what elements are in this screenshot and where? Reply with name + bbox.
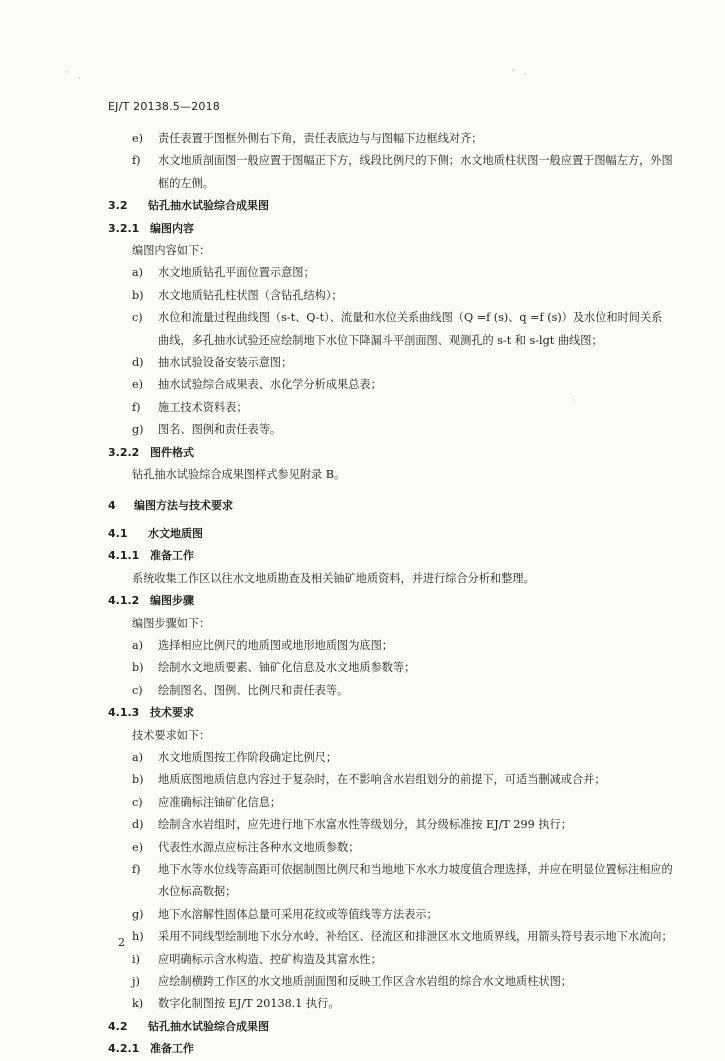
scan-speck: · — [66, 68, 69, 77]
list-item — [108, 285, 673, 307]
heading-text: 编图步骤 — [150, 594, 194, 608]
list-item — [108, 859, 673, 904]
list-item-marker: e) — [132, 132, 143, 145]
heading-text: 准备工作 — [150, 549, 194, 563]
list-item-marker: f) — [132, 400, 141, 414]
list-item — [108, 904, 673, 926]
heading-text: 编图方法与技术要求 — [134, 498, 233, 512]
list-item-marker: a) — [132, 638, 144, 652]
list-item — [108, 993, 673, 1015]
heading-text: 准备工作 — [150, 1042, 194, 1056]
paragraph: 技术要求如下： — [132, 728, 211, 742]
list-item — [108, 397, 673, 419]
list-item-text: 代表性水源点应标注各种水文地质参数； — [158, 840, 360, 854]
list-item-text: 水文地质剖面图一般应置于图幅正下方，线段比例尺的下侧；水文地质柱状图一般应置于图幅左方，外图框的左侧。 — [158, 154, 673, 190]
list-item — [108, 374, 673, 396]
list-item-marker: f) — [132, 154, 141, 168]
heading-text: 编图内容 — [150, 221, 194, 235]
heading-number: 4.1 — [108, 526, 128, 540]
list-item-marker: e) — [132, 378, 143, 392]
list-item-marker: i) — [132, 952, 140, 966]
list-item-marker: c) — [132, 311, 143, 325]
subsection-heading — [108, 195, 673, 217]
list-item-marker: f) — [132, 863, 141, 876]
clause-heading — [108, 702, 673, 724]
list-item — [108, 971, 673, 993]
heading-number: 3.2.2 — [108, 445, 140, 459]
list-item-text: 水文地质图按工作阶段确定比例尺； — [158, 750, 338, 764]
list-item-text: 水文地质钻孔柱状图（含钻孔结构）； — [158, 288, 343, 302]
list-item-marker: b) — [132, 773, 144, 787]
list-item — [108, 352, 673, 374]
paragraph: 编图步骤如下： — [132, 616, 211, 630]
page-number: 2 — [118, 936, 125, 949]
clause-heading — [108, 545, 673, 567]
heading-number: 4.1.3 — [108, 706, 140, 720]
scan-speck: · — [78, 74, 81, 83]
heading-number: 3.2 — [108, 199, 128, 213]
list-item-text: 应明确标示含水构造、控矿构造及其富水性； — [158, 952, 382, 966]
list-item-text: 地下水等水位线等高距可依据制图比例尺和当地地下水水力坡度值合理选择，并应在明显位置标注相应的水位标高数据； — [158, 863, 673, 899]
list-item-text: 应绘制横跨工作区的水文地质剖面图和反映工作区含水岩组的综合水文地质柱状图； — [158, 975, 572, 989]
subsection-heading — [108, 1016, 673, 1038]
list-item-marker: d) — [132, 818, 144, 832]
list-item — [108, 128, 673, 150]
list-item — [108, 680, 673, 702]
list-item-text: 水位和流量过程曲线图（s-t、Q-t）、流量和水位关系曲线图（Q =f (s)、q =f (s)）及水位和时间关系曲线，多孔抽水试验还应绘制地下水位下降漏斗平剖面图、观测孔的 s-t 和 s-lgt 曲线图； — [158, 311, 663, 347]
list-item — [108, 419, 673, 441]
list-item-text: 抽水试验综合成果表、水化学分析成果总表； — [158, 378, 382, 392]
scan-speck: · — [572, 396, 575, 405]
list-item-marker: g) — [132, 423, 144, 437]
clause-heading — [108, 1038, 673, 1060]
list-item-marker: h) — [132, 930, 144, 944]
heading-text: 钻孔抽水试验综合成果图 — [148, 1019, 269, 1033]
list-item-marker: e) — [132, 840, 143, 854]
list-item-marker: c) — [132, 683, 143, 697]
list-item-text: 水文地质钻孔平面位置示意图； — [158, 266, 315, 280]
list-item-text: 施工技术资料表； — [158, 400, 248, 414]
list-item-text: 绘制水文地质要素、铀矿化信息及水文地质参数等； — [158, 661, 416, 675]
heading-number: 3.2.1 — [108, 221, 140, 235]
heading-text: 钻孔抽水试验综合成果图 — [148, 199, 269, 213]
list-item-text: 抽水试验设备安装示意图； — [158, 356, 293, 370]
clause-heading — [108, 442, 673, 464]
list-item-text: 绘制含水岩组时，应先进行地下水富水性等级划分，其分级标准按 EJ/T 299 执行； — [158, 818, 572, 832]
list-item-marker: a) — [132, 266, 144, 280]
list-item — [108, 926, 673, 948]
scan-speck: · — [524, 70, 527, 79]
list-item-text: 地下水溶解性固体总量可采用花纹或等值线等方法表示； — [158, 907, 438, 921]
scan-speck: · — [512, 66, 515, 75]
list-item-marker: d) — [132, 356, 144, 370]
heading-number: 4 — [108, 498, 116, 512]
clause-heading — [108, 218, 673, 240]
list-item — [108, 792, 673, 814]
list-item — [108, 747, 673, 769]
list-item — [108, 837, 673, 859]
list-item — [108, 657, 673, 679]
list-item-text: 地质底图地质信息内容过于复杂时，在不影响含水岩组划分的前提下，可适当删减或合并； — [158, 773, 606, 787]
list-item-marker: j) — [132, 975, 140, 989]
section-heading — [108, 495, 673, 517]
subsection-heading — [108, 523, 673, 545]
list-item-text: 应准确标注铀矿化信息； — [158, 795, 282, 809]
list-item — [108, 262, 673, 284]
heading-number: 4.1.2 — [108, 594, 140, 608]
heading-number: 4.1.1 — [108, 549, 140, 563]
heading-text: 技术要求 — [150, 706, 194, 720]
list-item-marker: b) — [132, 661, 144, 675]
list-item-text: 选择相应比例尺的地质图或地形地质图为底图； — [158, 638, 393, 652]
heading-number: 4.2.1 — [108, 1042, 140, 1056]
list-item-marker: g) — [132, 907, 144, 921]
list-item-marker: a) — [132, 750, 144, 764]
heading-text: 水文地质图 — [148, 526, 203, 540]
list-item — [108, 635, 673, 657]
list-item — [108, 949, 673, 971]
paragraph: 钻孔抽水试验综合成果图样式参见附录 B。 — [132, 468, 346, 482]
paragraph: 编图内容如下： — [132, 244, 211, 258]
list-item-marker: b) — [132, 288, 144, 302]
heading-number: 4.2 — [108, 1019, 128, 1033]
clause-heading — [108, 590, 673, 612]
list-item-marker: k) — [132, 997, 144, 1011]
list-item-text: 责任表置于图框外侧右下角，责任表底边与与图幅下边框线对齐； — [158, 132, 483, 145]
list-item-text: 采用不同线型绘制地下水分水岭、补给区、径流区和排泄区水文地质界线，用箭头符号表示地下水流向； — [158, 930, 673, 944]
heading-text: 图件格式 — [150, 445, 194, 459]
standard-code-header: EJ/T 20138.5—2018 — [108, 100, 220, 113]
list-item-text: 绘制图名、图例、比例尺和责任表等。 — [158, 683, 349, 697]
list-item-marker: c) — [132, 795, 143, 809]
list-item — [108, 150, 673, 195]
list-item-text: 图名、图例和责任表等。 — [158, 423, 282, 437]
list-item-text: 数字化制图按 EJ/T 20138.1 执行。 — [158, 997, 340, 1011]
list-item — [108, 307, 673, 352]
paragraph: 系统收集工作区以往水文地质勘查及相关铀矿地质资料，并进行综合分析和整理。 — [132, 571, 535, 585]
list-item — [108, 769, 673, 791]
document-body — [108, 128, 673, 1061]
list-item — [108, 814, 673, 836]
